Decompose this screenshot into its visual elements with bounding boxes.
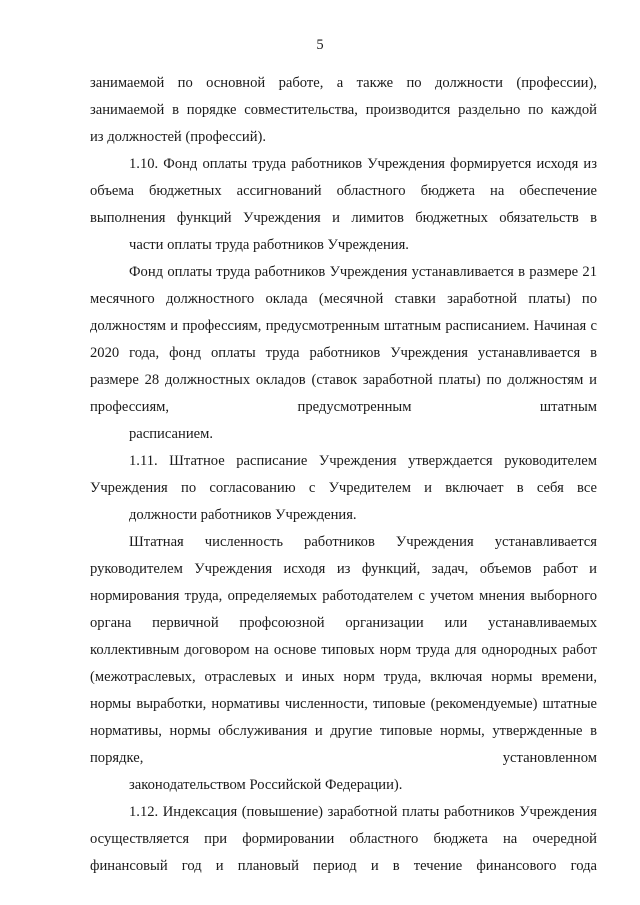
paragraph-text: Фонд оплаты труда работников Учреждения устанавливается в размере 21 месячного должностного оклада (месячной ставки заработной платы) по должностям и профессиям, предусмотренным штатным расписанием. Начиная с 2020 года, фонд оплаты труда работников Учреждения устанавливается в размере 28 должностных окладов (ставок заработной платы) по должностям и профессиям, предусмотренным штатным [90, 264, 597, 415]
paragraph-last-line: расписанием. [129, 426, 213, 442]
paragraph-1-12 [90, 799, 597, 880]
paragraph-continued [90, 70, 597, 151]
paragraph-1-10 [90, 151, 597, 259]
paragraph-1-11-staffing [90, 529, 597, 799]
paragraph-text: Штатная численность работников Учреждения устанавливается руководителем Учреждения исходя из функций, задач, объемов работ и нормирования труда, определяемых работодателем с учетом мнения выборного органа первичной профсоюзной организации или устанавливаемых коллективным договором на основе типовых норм труда для однородных работ (межотраслевых, отраслевых и иных норм труда, включая нормы времени, нормы выработки, нормативы численности, типовые (рекомендуемые) штатные нормативы, нормы обслуживания и другие типовые нормы, утвержденные в порядке, установленном [90, 534, 597, 766]
paragraph-last-line: должности работников Учреждения. [129, 507, 357, 523]
paragraph-1-11 [90, 448, 597, 529]
paragraph-text: 1.10. Фонд оплаты труда работников Учреждения формируется исходя из объема бюджетных ассигнований областного бюджета на обеспечение выполнения функций Учреждения и лимитов бюджетных обязательств в [90, 156, 597, 226]
paragraph-last-line: из должностей (профессий). [90, 129, 267, 145]
paragraph-last-line: части оплаты труда работников Учреждения. [129, 237, 409, 253]
page-number: 5 [316, 37, 324, 53]
document-body [90, 70, 597, 880]
paragraph-text: занимаемой по основной работе, а также по должности (профессии), занимаемой в порядке совместительства, производится раздельно по каждой [90, 75, 597, 118]
paragraph-1-10-wage-fund [90, 259, 597, 448]
paragraph-text: 1.11. Штатное расписание Учреждения утверждается руководителем Учреждения по согласованию с Учредителем и включает в себя все [90, 453, 597, 496]
paragraph-text: 1.12. Индексация (повышение) заработной платы работников Учреждения осуществляется при формировании областного бюджета на очередной финансовый год и плановый период и в течение финансового года [90, 804, 597, 874]
paragraph-last-line: законодательством Российской Федерации). [129, 777, 403, 793]
